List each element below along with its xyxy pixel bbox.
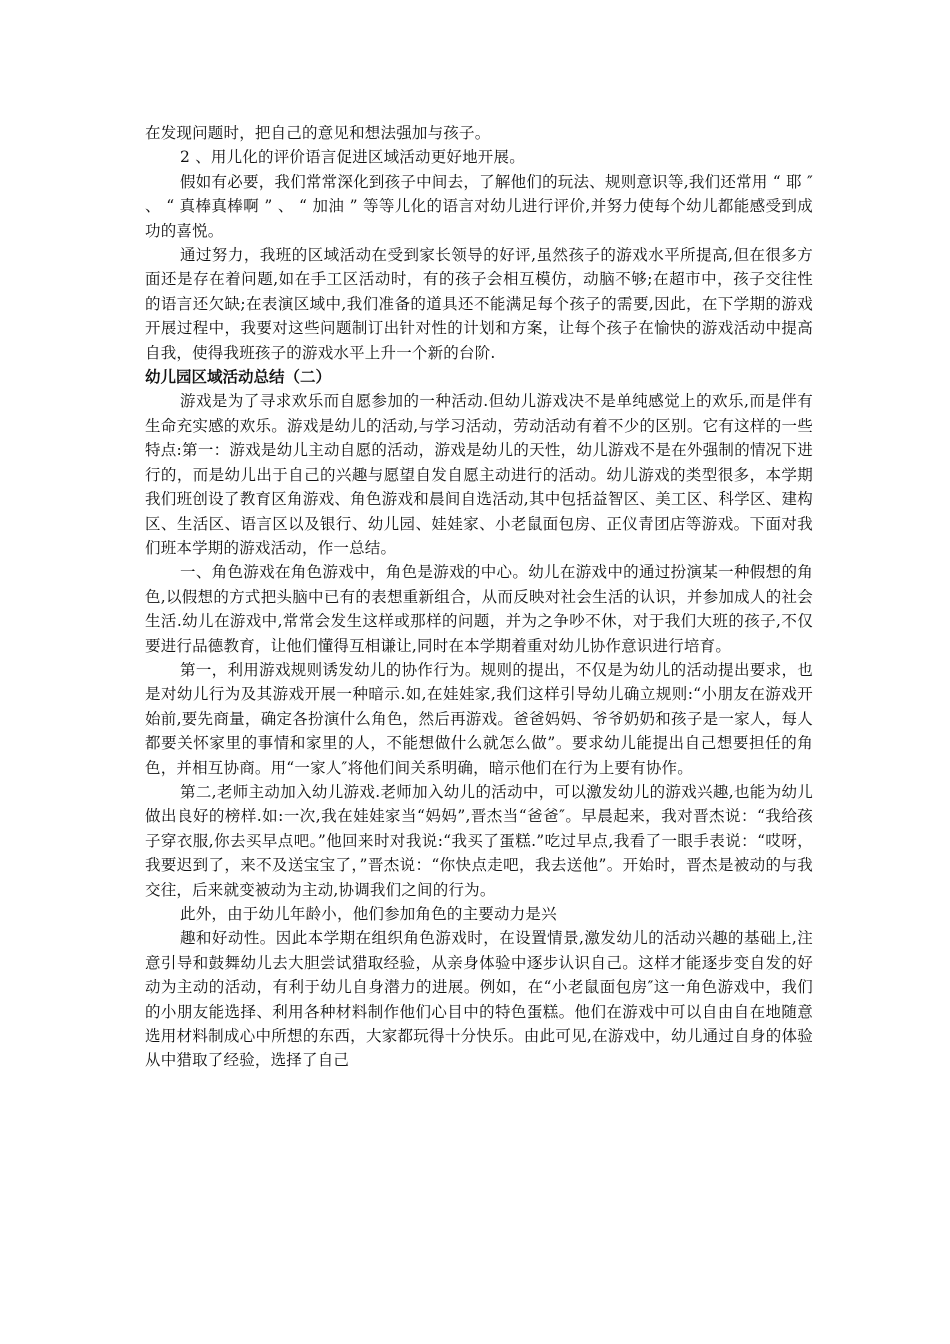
paragraph: 趣和好动性。因此本学期在组织角色游戏时，在设置情景,激发幼儿的活动兴趣的基础上,注意引导和鼓舞幼儿去大胆尝试猎取经验，从亲身体验中逐步认识自己。这样才能逐步变自发的好动为主动的活动，有利于幼儿自身潜力的进展。例如，在“小老鼠面包房″这一角色游戏中，我们的小朋友能选择、利用各种材料制作他们心目中的特色蛋糕。他们在游戏中可以自由自在地随意选用材料制成心中所想的东西，大家都玩得十分快乐。由此可见,在游戏中，幼儿通过自身的体验从中猎取了经验，选择了自己: [145, 929, 813, 1070]
paragraph: 在发现问题时，把自己的意见和想法强加与孩子。: [145, 124, 491, 142]
paragraph: 第一，利用游戏规则诱发幼儿的协作行为。规则的提出，不仅是为幼儿的活动提出要求，也是对幼儿行为及其游戏开展一种暗示.如,在娃娃家,我们这样引导幼儿确立规则:“小朋友在游戏开始前,要先商量，确定各扮演什么角色，然后再游戏。爸爸妈妈、爷爷奶奶和孩子是一家人，每人都要关怀家里的事情和家里的人，不能想做什么就怎么做”。要求幼儿能提出自己想要担任的角色，并相互协商。用“一家人″将他们间关系明确，暗示他们在行为上要有协作。: [145, 660, 813, 777]
document-body: [145, 121, 813, 1073]
paragraph: 一、角色游戏在角色游戏中，角色是游戏的中心。幼儿在游戏中的通过扮演某一种假想的角色,以假想的方式把头脑中已有的表想重新组合，从而反映对社会生活的认识，并参加成人的社会生活.幼儿在游戏中,常常会发生这样或那样的问题，并为之争吵不休，对于我们大班的孩子,不仅要进行品德教育，让他们懂得互相谦让,同时在本学期着重对幼儿协作意识进行培育。: [145, 563, 813, 655]
paragraph: 第二,老师主动加入幼儿游戏.老师加入幼儿的活动中，可以激发幼儿的游戏兴趣,也能为幼儿做出良好的榜样.如:一次,我在娃娃家当“妈妈”,晋杰当“爸爸″。早晨起来，我对晋杰说：“我给孩子穿衣服,你去买早点吧。”他回来时对我说:“我买了蛋糕.”吃过早点,我看了一眼手表说：“哎呀，我要迟到了，来不及送宝宝了，”晋杰说：“你快点走吧，我去送他”。开始时，晋杰是被动的与我交往，后来就变被动为主动,协调我们之间的行为。: [145, 782, 813, 899]
paragraph: 通过努力，我班的区域活动在受到家长领导的好评,虽然孩子的游戏水平所提高,但在很多方面还是存在着问题,如在手工区活动时，有的孩子会相互模仿，动脑不够;在超市中，孩子交往性的语言还欠缺;在表演区域中,我们准备的道具还不能满足每个孩子的需要,因此，在下学期的游戏开展过程中，我要对这些问题制订出针对性的计划和方案，让每个孩子在愉快的游戏活动中提高自我，使得我班孩子的游戏水平上升一个新的台阶.: [145, 246, 813, 362]
paragraph-heading-2: 2 、用儿化的评价语言促进区域活动更好地开展。: [180, 148, 525, 167]
paragraph: 假如有必要，我们常常深化到孩子中间去，了解他们的玩法、规则意识等,我们还常用 “ 耶 ″ 、 “ 真棒真棒啊 ” 、 “ 加油 ” 等等儿化的语言对幼儿进行评价,并努力使每个幼儿都能感受到成功的喜悦。: [145, 172, 813, 240]
section-title: 幼儿园区域活动总结（二）: [145, 368, 332, 387]
paragraph: 游戏是为了寻求欢乐而自愿参加的一种活动.但幼儿游戏决不是单纯感觉上的欢乐,而是伴有生命充实感的欢乐。游戏是幼儿的活动,与学习活动，劳动活动有着不少的区别。它有这样的一些特点:第一：游戏是幼儿主动自愿的活动，游戏是幼儿的天性，幼儿游戏不是在外强制的情况下进行的，而是幼儿出于自己的兴趣与愿望自发自愿主动进行的活动。幼儿游戏的类型很多，本学期我们班创设了教育区角游戏、角色游戏和晨间自选活动,其中包括益智区、美工区、科学区、建构区、生活区、语言区以及银行、幼儿园、娃娃家、小老鼠面包房、正仪青团店等游戏。下面对我们班本学期的游戏活动，作一总结。: [145, 392, 813, 557]
paragraph: 此外，由于幼儿年龄小，他们参加角色的主要动力是兴: [180, 905, 557, 923]
